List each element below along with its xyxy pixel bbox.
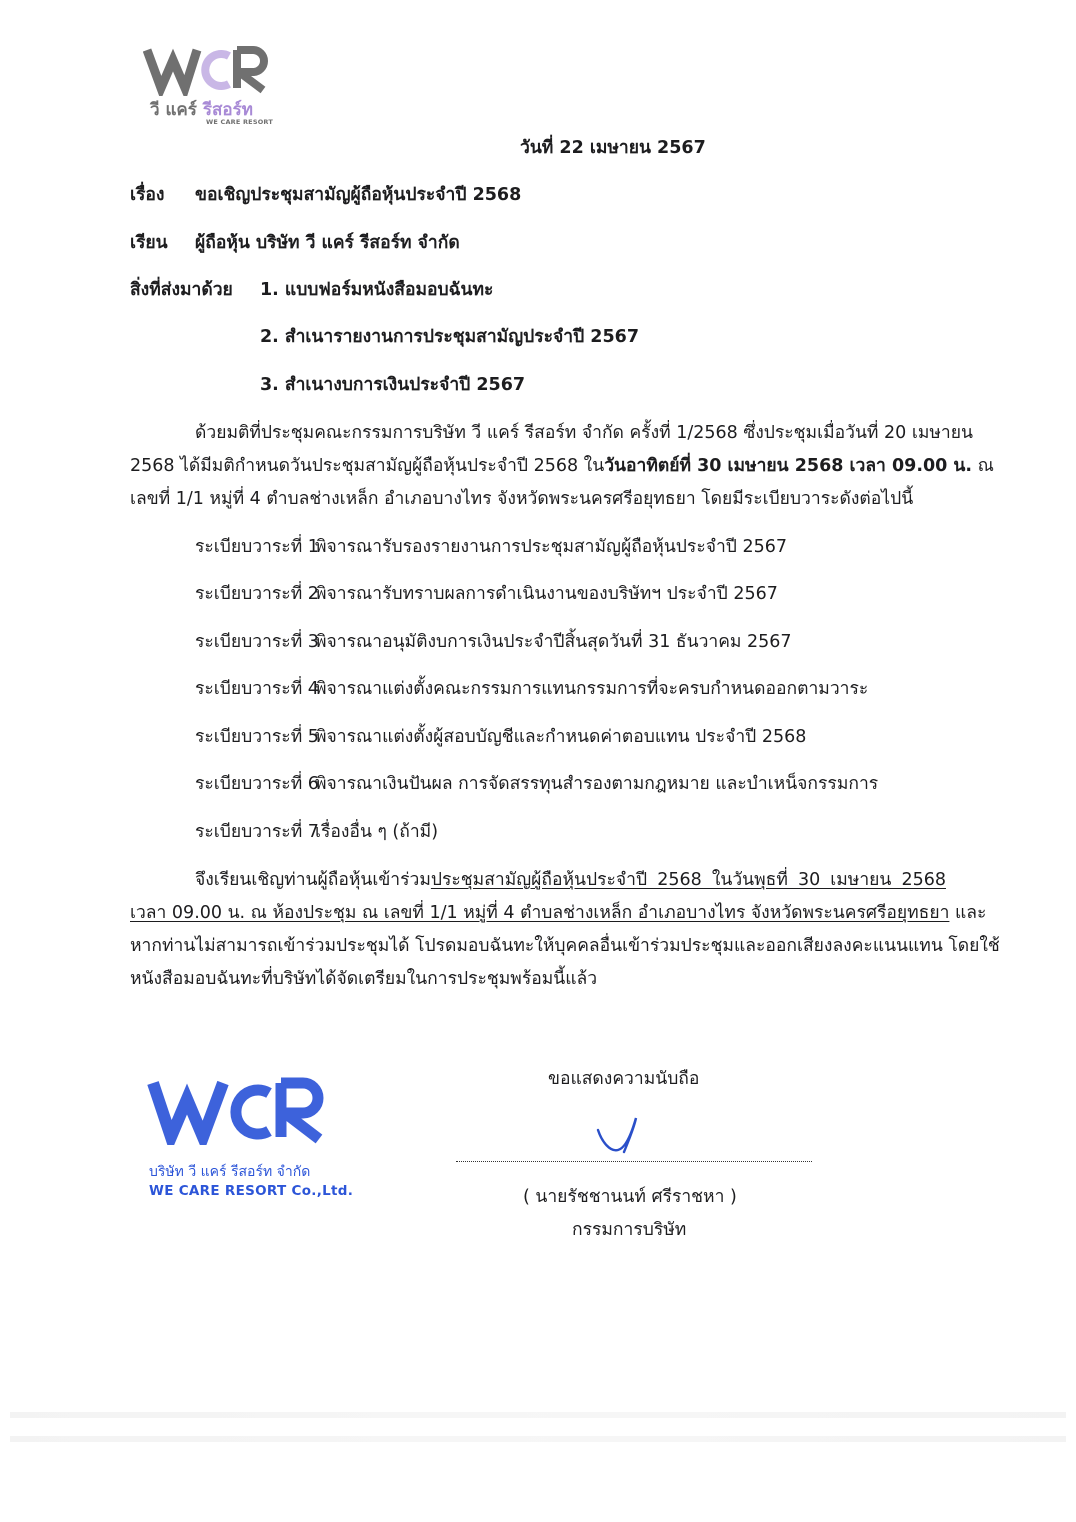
closing-text: ขอแสดงความนับถือ: [548, 1069, 700, 1089]
scan-artifact: [10, 1436, 1066, 1442]
signer-name: ( นายรัชชานนท์ ศรีราชหา ): [523, 1187, 737, 1207]
agenda-number: ระเบียบวาระที่ 1: [195, 537, 319, 557]
company-logo-top: [140, 40, 280, 130]
para2-line1: [195, 865, 946, 893]
para1-line2-pre: 2568 ได้มีมติกำหนดวันประชุมสามัญผู้ถือหุ้นประจำปี 2568 ใน: [130, 456, 605, 476]
para1-line1: [195, 418, 973, 446]
para1-line2-post: ณ: [972, 456, 994, 476]
letter-date: วันที่ 22 เมษายน 2567: [520, 138, 706, 158]
to-text: ผู้ถือหุ้น บริษัท วี แคร์ รีสอร์ท จำกัด: [195, 233, 460, 253]
scan-artifact: [10, 1412, 1066, 1418]
logo-top-name-th-2: รีสอร์ท: [202, 100, 253, 120]
para2-line3: [130, 931, 1000, 959]
agenda-number: ระเบียบวาระที่ 5: [195, 727, 319, 747]
meeting-datetime-bold: วันอาทิตย์ที่ 30 เมษายน 2568 เวลา 09.00 น.: [604, 456, 973, 476]
agenda-text: พิจารณารับรองรายงานการประชุมสามัญผู้ถือหุ้นประจำปี 2567: [315, 537, 788, 557]
logo-top-name-en: WE CARE RESORT: [206, 118, 273, 126]
meeting-date-underlined: ประชุมสามัญผู้ถือหุ้นประจำปี 2568 ในวันพุธที่ 30 เมษายน 2568: [430, 870, 946, 890]
company-logo-bottom: [145, 1075, 354, 1205]
subject-text: ขอเชิญประชุมสามัญผู้ถือหุ้นประจำปี 2568: [195, 185, 522, 205]
enclosure-label: สิ่งที่ส่งมาด้วย: [130, 280, 233, 300]
agenda-item: [195, 817, 438, 845]
agenda-number: ระเบียบวาระที่ 2: [195, 584, 319, 604]
para1-line2: [130, 451, 994, 479]
enclosure-item: 1. แบบฟอร์มหนังสือมอบฉันทะ: [260, 280, 494, 300]
signer-title: กรรมการบริษัท: [572, 1220, 687, 1240]
agenda-item: [195, 579, 778, 607]
para1-line3: เลขที่ 1/1 หมู่ที่ 4 ตำบลช่างเหล็ก อำเภอบางไทร จังหวัดพระนครศรีอยุทธยา โดยมีระเบียบวาระดังต่อไปนี้: [130, 489, 914, 509]
agenda-text: พิจารณาแต่งตั้งคณะกรรมการแทนกรรมการที่จะครบกำหนดออกตามวาระ: [315, 679, 869, 699]
agenda-number: ระเบียบวาระที่ 3: [195, 632, 319, 652]
agenda-text: พิจารณาเงินปันผล การจัดสรรทุนสำรองตามกฎหมาย และบำเหน็จกรรมการ: [315, 774, 879, 794]
para2-line3-text: หากท่านไม่สามารถเข้าร่วมประชุมได้ โปรดมอบฉันทะให้บุคคลอื่นเข้าร่วมประชุมและออกเสียงลงคะแนนแทน โดยใช้: [130, 936, 1000, 956]
agenda-number: ระเบียบวาระที่ 7: [195, 822, 319, 842]
agenda-text: พิจารณาอนุมัติงบการเงินประจำปีสิ้นสุดวันที่ 31 ธันวาคม 2567: [315, 632, 792, 652]
wcr-seal-mark: [147, 1075, 332, 1145]
seal-name-th: บริษัท วี แคร์ รีสอร์ท จำกัด: [149, 1164, 311, 1180]
agenda-item: [195, 674, 868, 702]
agenda-text: พิจารณาแต่งตั้งผู้สอบบัญชีและกำหนดค่าตอบแทน ประจำปี 2568: [315, 727, 807, 747]
para2-line2: [130, 898, 987, 926]
para2-line1-pre: จึงเรียนเชิญท่านผู้ถือหุ้นเข้าร่วม: [195, 870, 431, 890]
agenda-item: [195, 532, 787, 560]
subject-label: เรื่อง: [130, 185, 165, 205]
para2-line2-post: และ: [949, 903, 987, 923]
wcr-logo-mark: [143, 44, 268, 96]
agenda-text: เรื่องอื่น ๆ (ถ้ามี): [315, 822, 439, 842]
enclosure-item: 3. สำเนางบการเงินประจำปี 2567: [260, 375, 526, 395]
para2-line4: หนังสือมอบฉันทะที่บริษัทได้จัดเตรียมในการประชุมพร้อมนี้แล้ว: [130, 969, 598, 989]
signature-line: [456, 1161, 812, 1162]
to-label: เรียน: [130, 233, 168, 253]
agenda-number: ระเบียบวาระที่ 4: [195, 679, 319, 699]
agenda-item: [195, 627, 792, 655]
para1-line1-text: ด้วยมติที่ประชุมคณะกรรมการบริษัท วี แคร์ รีสอร์ท จำกัด ครั้งที่ 1/2568 ซึ่งประชุมเมื่อวันที่ 20 เมษายน: [195, 423, 973, 443]
agenda-text: พิจารณารับทราบผลการดำเนินงานของบริษัทฯ ประจำปี 2567: [315, 584, 778, 604]
meeting-venue-underlined: เวลา 09.00 น. ณ ห้องประชุม ณ เลขที่ 1/1 หมู่ที่ 4 ตำบลช่างเหล็ก อำเภอบางไทร จังหวัดพระนครศรีอยุทธยา: [130, 903, 950, 923]
logo-top-name-th-1: วี แคร์: [150, 100, 197, 120]
agenda-item: [195, 769, 878, 797]
seal-name-en: WE CARE RESORT Co.,Ltd.: [149, 1183, 354, 1199]
signature-mark: [592, 1112, 652, 1158]
agenda-number: ระเบียบวาระที่ 6: [195, 774, 319, 794]
enclosure-item: 2. สำเนารายงานการประชุมสามัญประจำปี 2567: [260, 327, 640, 347]
agenda-item: [195, 722, 806, 750]
